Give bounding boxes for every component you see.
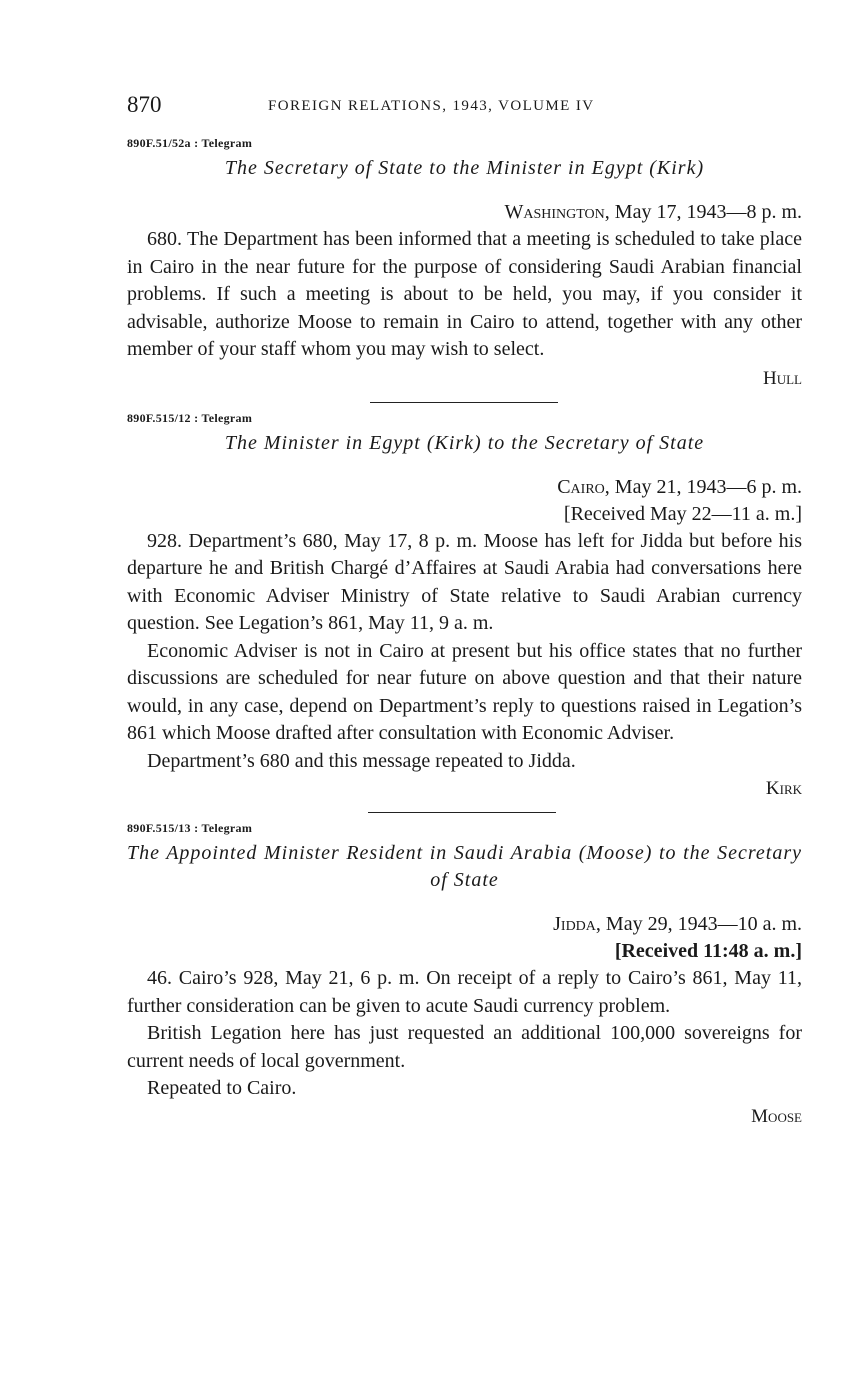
dateline (127, 199, 802, 226)
document-heading: The Secretary of State to the Minister in Egypt (Kirk) (224, 157, 705, 179)
dateline-date: , May 17, 1943—8 p. m. (604, 201, 802, 223)
body-paragraph: Economic Adviser is not in Cairo at present but his office states that no further discussions are scheduled for near future on above question and that their nature would, in any case, depend on Department’s reply to questions raised in Legation’s 861 which Moose drafted after consultation with Economic Adviser. (127, 639, 802, 744)
body-paragraph: British Legation here has just requested an additional 100,000 sovereigns for current needs of local government. (127, 1022, 802, 1072)
telegram-2 (127, 411, 802, 803)
document-heading: The Appointed Minister Resident in Saudi Arabia (Moose) to the Secretary of State (127, 842, 802, 891)
telegram-3 (127, 821, 802, 1130)
running-title: FOREIGN RELATIONS, 1943, VOLUME IV (268, 98, 595, 114)
document-page (127, 92, 802, 1130)
dateline-date: , May 29, 1943—10 a. m. (595, 913, 802, 935)
body-paragraph: 46. Cairo’s 928, May 21, 6 p. m. On receipt of a reply to Cairo’s 861, May 11, further consideration can be given to acute Saudi currency problem. (127, 967, 802, 1017)
body-paragraph: Repeated to Cairo. (147, 1077, 297, 1099)
body-paragraph: 928. Department’s 680, May 17, 8 p. m. Moose has left for Jidda but before his departure he and British Chargé d’Affaires at Saudi Arabia had conversations here with Economic Adviser Ministry of State relative to Saudi Arabian currency question. See Legation’s 861, May 11, 9 a. m. (127, 529, 802, 634)
page-number: 870 (127, 92, 162, 117)
dateline-place: Jidda (553, 913, 596, 935)
section-divider (368, 812, 556, 813)
file-reference: 890F.51/52a : Telegram (127, 136, 253, 150)
body-paragraph: 680. The Department has been informed that a meeting is scheduled to take place in Cairo in the near future for the purpose of considering Saudi Arabian financial problems. If such a meeting is about to be held, you may, if you consider it advisable, authorize Moose to remain in Cairo to attend, together with any other member of your staff whom you may wish to select. (127, 228, 802, 360)
section-divider (370, 402, 558, 403)
body-paragraph: Department’s 680 and this message repeated to Jidda. (147, 749, 576, 772)
received-line: [Received May 22—11 a. m.] (563, 502, 802, 525)
running-head (127, 92, 802, 126)
dateline (127, 474, 802, 501)
received-line: [Received 11:48 a. m.] (614, 940, 802, 962)
signature: Hull (763, 367, 802, 389)
signature: Moose (751, 1105, 802, 1127)
dateline-date: , May 21, 1943—6 p. m. (604, 475, 802, 498)
file-reference: 890F.515/13 : Telegram (127, 821, 253, 835)
dateline-place: Cairo (557, 475, 605, 498)
telegram-1 (127, 136, 802, 392)
dateline (127, 911, 802, 938)
signature: Kirk (765, 778, 802, 799)
file-reference: 890F.515/12 : Telegram (127, 410, 253, 425)
document-heading: The Minister in Egypt (Kirk) to the Secretary of State (224, 431, 705, 454)
dateline-place: Washington (504, 201, 605, 223)
